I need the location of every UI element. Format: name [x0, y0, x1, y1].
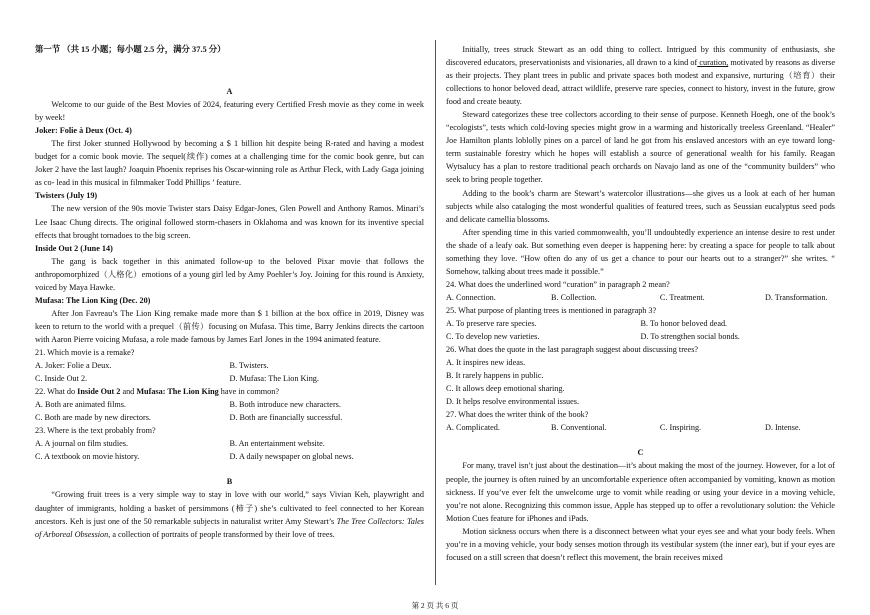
column-divider: [435, 40, 436, 585]
options-25: [446, 317, 835, 330]
option: A. Connection.: [446, 292, 496, 302]
option: B. Collection.: [551, 292, 597, 302]
option: A. It inspires new ideas.: [446, 358, 526, 368]
passage-b-label: B: [226, 477, 233, 487]
option: C. Inside Out 2.: [35, 374, 88, 384]
passage-b-p1: “Growing fruit trees is a very simple way to stay in love with our world,” says Vivian Keh, playwright and daughter of immigrants, holding a basket of persimmons (柿子) she’s cultivated to feel connected to her Korean ancestors. Keh is just one of the 50 remarkable subjects in naturalist writer Amy Stewart’s The Tree Collectors: Tales of Arboreal Obsession, a collection of portraits of people transformed by their love of trees.: [35, 490, 424, 539]
section-header: 第一节 （共 15 小题；每小题 2.5 分，满分 37.5 分）: [35, 45, 226, 54]
option: D. It helps resolve environmental issues.: [446, 397, 580, 407]
question-21: 21. Which movie is a remake?: [35, 347, 135, 357]
option: A. Both are animated films.: [35, 400, 126, 410]
options-27: [446, 421, 835, 434]
option: B. Conventional.: [551, 423, 607, 433]
option: A. To preserve rare species.: [446, 318, 537, 328]
options-21: [35, 372, 424, 385]
underlined-word: curation,: [697, 58, 729, 68]
question-23: 23. Where is the text probably from?: [35, 426, 156, 436]
option: A. A journal on film studies.: [35, 439, 129, 449]
option: C. A textbook on movie history.: [35, 452, 140, 462]
option: B. Twisters.: [229, 361, 269, 371]
question-24: 24. What does the underlined word “curation” in paragraph 2 mean?: [446, 279, 670, 289]
option: D. To strengthen social bonds.: [640, 332, 740, 342]
option: B. Both introduce new characters.: [229, 400, 341, 410]
passage-b-p4: Adding to the book’s charm are Stewart’s watercolor illustrations—she gives us a look at each of her human subjects while also cataloging the most wonderful qualities of featured trees, such as Seussian eucalyptus seed pods and delicate camellia blossoms.: [446, 188, 835, 224]
movie-text: The gang is back together in this animated follow-up to the beloved Pixar movie that follows the anthropomorphized（人格化）emotions of a young girl led by Amy Poehler’s Joy. Joining for this round is Anxiety, voiced by Maya Hawke.: [35, 256, 424, 292]
passage-c-p1: For many, travel isn’t just about the destination—it’s about making the most of the journey. However, for a lot of people, the journey is often ruined by an uncomfortable experience often accompanied by vomiting, known as motion sickness. If you’ve ever felt the unwelcome urge to vomit while reading or using your device in a moving vehicle, you’re not alone. Recognizing this common issue, Apple has stepped up to offer a revolutionary solution: the Vehicle Motion Cues feature for iPhones and iPads.: [446, 461, 835, 523]
passage-b-p3: Steward categorizes these tree collectors according to their sense of purpose. Kenneth Hoegh, one of the book’s “ecologists”, tests which cold-loving species might grow in a warming and historically treeless Greenland. “Healer” Joe Hamilton plants loblolly pines on a parcel of land he got from his enslaved ancestors with an eye toward long-term sustainable forestry which he hopes will establish a source of generational wealth for his family. Reagan Wytsalucy has a plan to restore traditional peach orchards on Navajo land as one of the “community builders” who seek to bring people together.: [446, 110, 835, 185]
option: D. Mufasa: The Lion King.: [229, 374, 319, 384]
option: B. An entertainment website.: [229, 439, 325, 449]
question-27: 27. What does the writer think of the book?: [446, 410, 589, 420]
option: C. Treatment.: [659, 292, 705, 302]
option: D. A daily newspaper on global news.: [229, 452, 354, 462]
options-22: [35, 398, 424, 411]
options-21: [35, 359, 424, 372]
movie-text: The first Joker stunned Hollywood by becoming a $ 1 billion hit despite being R-rated and having a modest budget for a comic book movie. The sequel(续作) comes at a challenging time for the comic book genre, but can Joker 2 have the last laugh? Joaquin Phoenix reprises his Oscar-winning role as Arthur Fleck, with Lady Gaga joining as co- lead in this musical in filmmaker Todd Phillips ’ feature.: [35, 139, 424, 188]
question-25: 25. What purpose of planting trees is mentioned in paragraph 3?: [446, 305, 657, 315]
page-footer: 第 2 页 共 6 页: [411, 601, 459, 610]
question-26: 26. What does the quote in the last paragraph suggest about discussing trees?: [446, 345, 699, 355]
option: A. Joker: Folie a Deux.: [35, 361, 112, 371]
option: C. To develop new varieties.: [446, 332, 540, 342]
option: A. Complicated.: [446, 423, 500, 433]
passage-c-label: C: [637, 448, 644, 458]
options-23: [35, 437, 424, 450]
options-23: [35, 450, 424, 463]
passage-a-label: A: [226, 87, 233, 97]
option: C. Inspiring.: [659, 423, 702, 433]
option: C. It allows deep emotional sharing.: [446, 384, 565, 394]
option: D. Transformation.: [764, 292, 828, 302]
question-22: 22. What do Inside Out 2 and Mufasa: The Lion King have in common?: [35, 387, 280, 397]
passage-c-p2: Motion sickness occurs when there is a disconnect between what your eyes see and what your body feels. When you’re in a moving vehicle, your body senses motion through its vestibular system (the inner ear), but if your eyes are focused on a still screen that doesn’t reflect this movement, the brain receives mixed: [446, 526, 835, 562]
movie-title: Mufasa: The Lion King (Dec. 20): [35, 295, 151, 305]
movie-title: Joker: Folie à Deux (Oct. 4): [35, 126, 132, 136]
option: D. Intense.: [764, 423, 801, 433]
movie-text: After Jon Favreau’s The Lion King remake made more than $ 1 billion at the box office in 2019, Disney was keen to return to the world with a prequel（前传）focusing on Mufasa. This time, Barry Jenkins directs the cartoon with Aaron Pierre voicing Mufasa, a role made famous by James Earl Jones in the 1994 animated feature.: [35, 308, 424, 344]
movie-title: Twisters (July 19): [35, 191, 98, 201]
options-25: [446, 330, 835, 343]
options-24: [446, 291, 835, 304]
passage-b-p2: Initially, trees struck Stewart as an odd thing to collect. Intrigued by this community of enthusiasts, she discovered educators, preservationists and visionaries, all drawn to a kind of curation, motivated by reasons as diverse as their projects. They plant trees in public and private spaces both modest and expansive, nurturing（培育）their collections to honor beloved dead, attract wildlife, preserve rare species, connect to history, invest in the future, grow food and create beauty.: [446, 45, 835, 107]
movie-title: Inside Out 2 (June 14): [35, 243, 113, 253]
option: B. To honor beloved dead.: [640, 318, 728, 328]
right-column: [446, 43, 835, 564]
option: D. Both are financially successful.: [229, 413, 343, 423]
left-column: [35, 43, 424, 541]
passage-b-p5: After spending time in this varied commonwealth, you’ll undoubtedly experience an intense desire to rest under the shade of a leafy oak. But something even deeper is happening here: by creating a space for people to talk about something they love. “How often do any of us get a chance to pour our hearts out to a stranger?” she writes. “ Somehow, talking about trees made it possible.”: [446, 227, 835, 276]
option: C. Both are made by new directors.: [35, 413, 151, 423]
movie-text: The new version of the 90s movie Twister stars Daisy Edgar-Jones, Glen Powell and Anthony Ramos. Minari’s Lee Isaac Chung directs. The original followed storm-chasers in Oklahoma and was known for its inventive special effects that brought tornadoes to the big screen.: [35, 204, 424, 240]
passage-a-intro: Welcome to our guide of the Best Movies of 2024, featuring every Certified Fresh movie as they come in week by week!: [35, 100, 424, 123]
options-22: [35, 411, 424, 424]
option: B. It rarely happens in public.: [446, 371, 544, 381]
